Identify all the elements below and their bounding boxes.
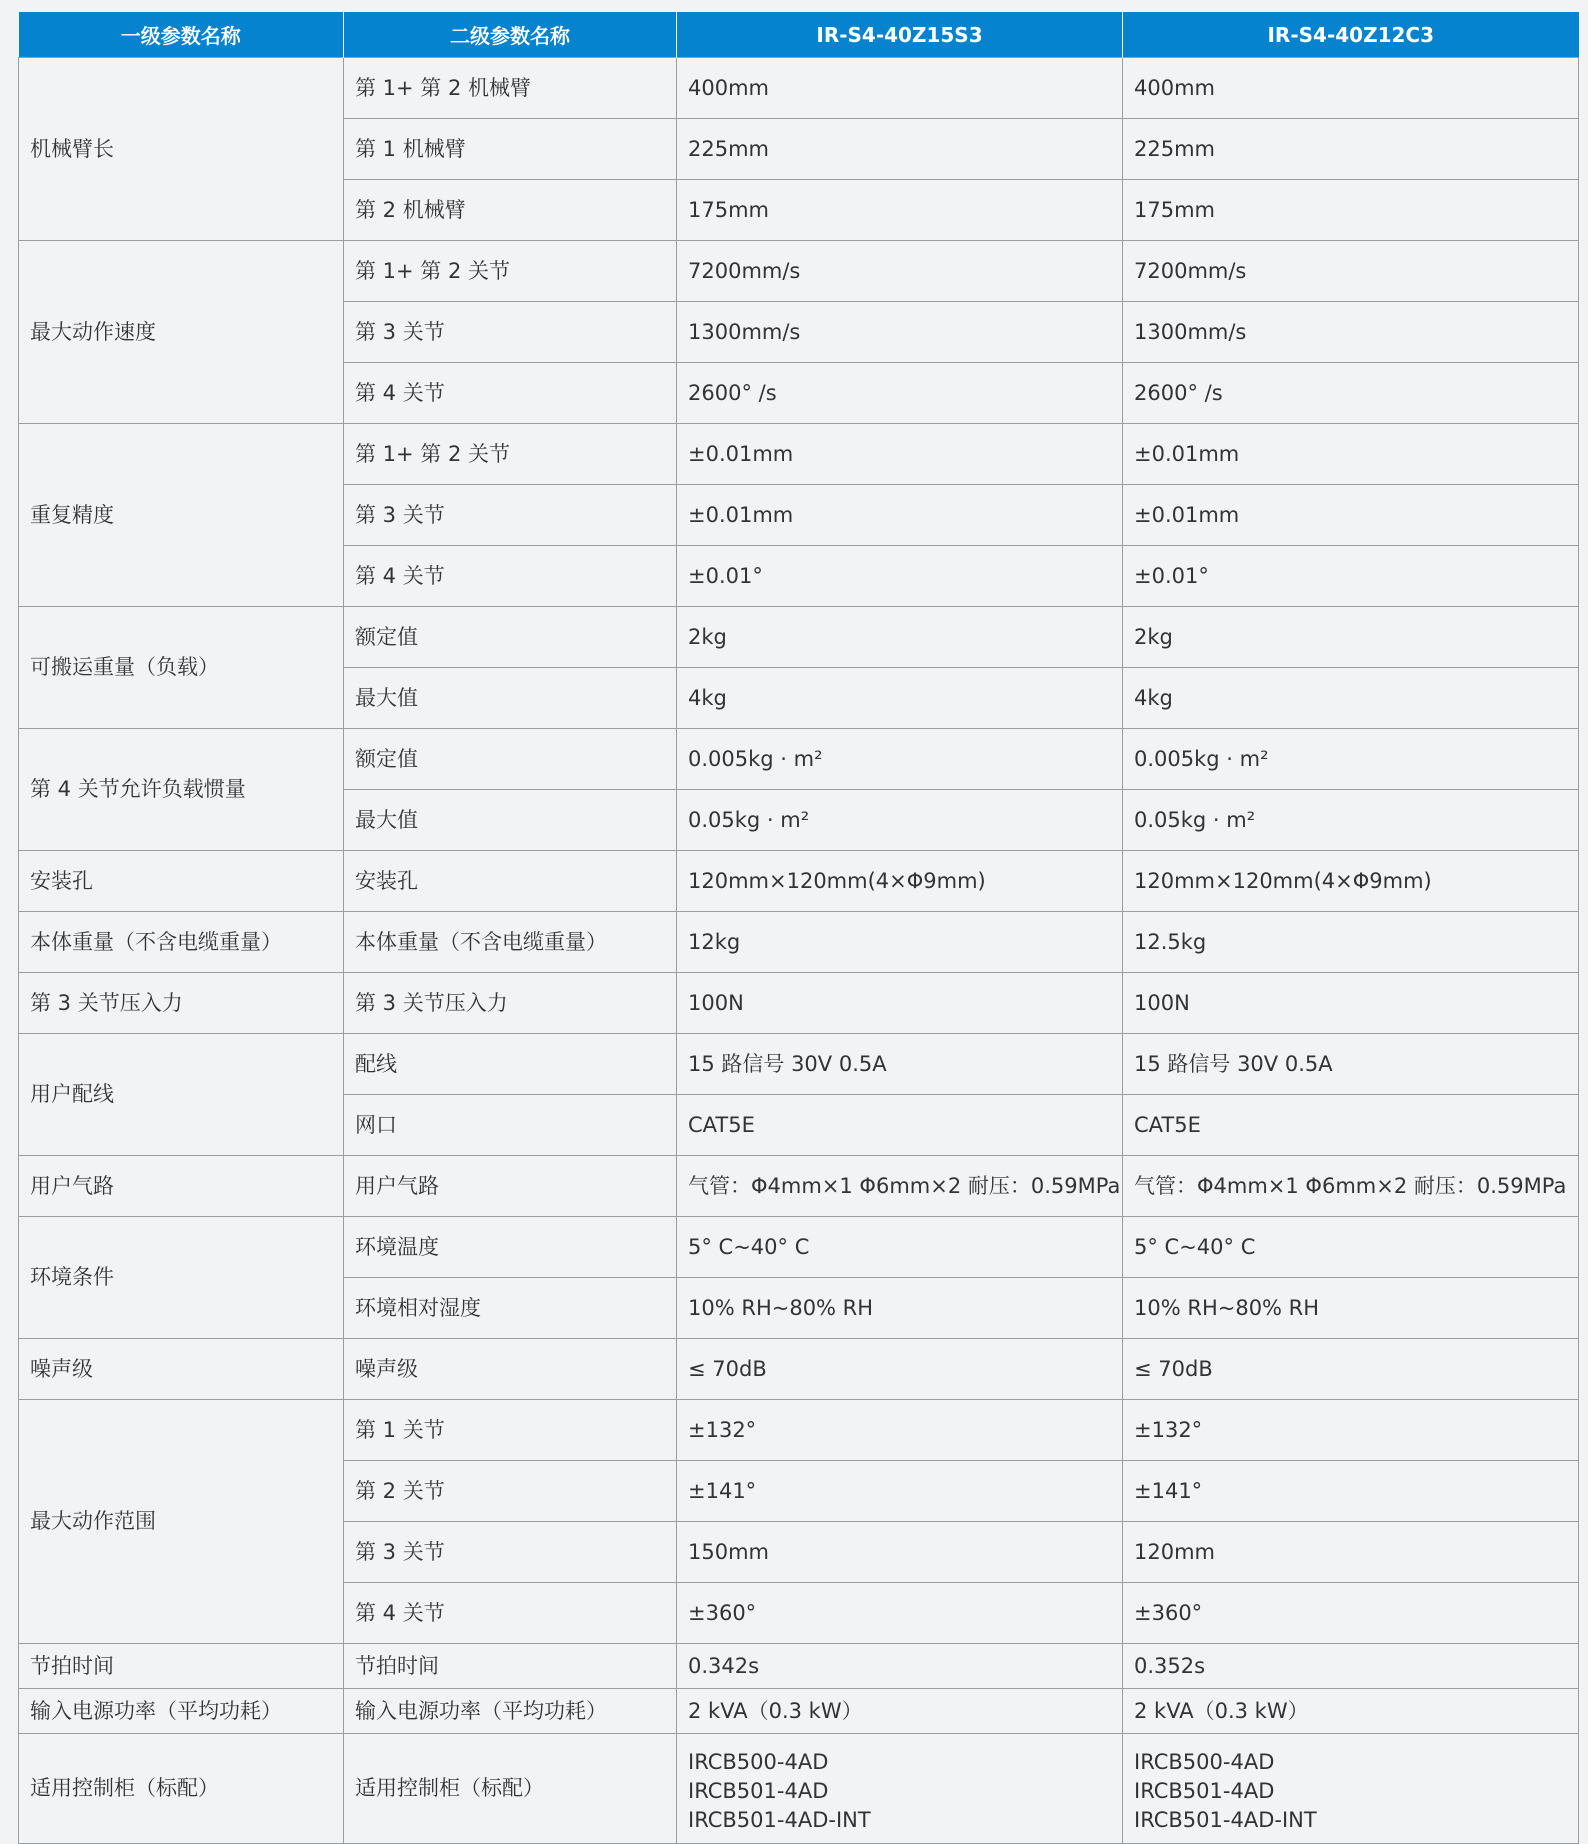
model-a-value: 7200mm/s bbox=[677, 241, 1123, 302]
primary-param-cell: 噪声级 bbox=[19, 1339, 344, 1400]
model-a-value: ≤ 70dB bbox=[677, 1339, 1123, 1400]
model-a-value: 150mm bbox=[677, 1522, 1123, 1583]
model-b-value: 2 kVA（0.3 kW） bbox=[1123, 1689, 1579, 1734]
secondary-param-cell: 适用控制柜（标配） bbox=[344, 1734, 677, 1844]
model-a-value: 2kg bbox=[677, 607, 1123, 668]
primary-param-cell: 输入电源功率（平均功耗） bbox=[19, 1689, 344, 1734]
model-a-value: 2 kVA（0.3 kW） bbox=[677, 1689, 1123, 1734]
secondary-param-cell: 第 4 关节 bbox=[344, 546, 677, 607]
secondary-param-cell: 噪声级 bbox=[344, 1339, 677, 1400]
model-a-value: 100N bbox=[677, 973, 1123, 1034]
table-row bbox=[19, 424, 1579, 485]
table-row bbox=[19, 973, 1579, 1034]
table-row bbox=[19, 1644, 1579, 1689]
controller-model-line: IRCB500-4AD bbox=[1134, 1750, 1275, 1774]
table-row bbox=[19, 851, 1579, 912]
secondary-param-cell: 环境相对湿度 bbox=[344, 1278, 677, 1339]
controller-model-line: IRCB501-4AD-INT bbox=[1134, 1808, 1317, 1832]
model-a-value: 1300mm/s bbox=[677, 302, 1123, 363]
secondary-param-cell: 第 1+ 第 2 关节 bbox=[344, 424, 677, 485]
model-b-value: 120mm bbox=[1123, 1522, 1579, 1583]
model-b-value: 4kg bbox=[1123, 668, 1579, 729]
primary-param-cell: 环境条件 bbox=[19, 1217, 344, 1339]
primary-param-cell: 最大动作范围 bbox=[19, 1400, 344, 1644]
primary-param-cell: 最大动作速度 bbox=[19, 241, 344, 424]
table-row bbox=[19, 241, 1579, 302]
model-b-value: 1300mm/s bbox=[1123, 302, 1579, 363]
model-a-value: ±0.01mm bbox=[677, 424, 1123, 485]
header-row bbox=[19, 12, 1579, 58]
primary-param-cell: 可搬运重量（负载） bbox=[19, 607, 344, 729]
table-row bbox=[19, 729, 1579, 790]
model-b-value: 100N bbox=[1123, 973, 1579, 1034]
model-b-value: 气管：Φ4mm×1 Φ6mm×2 耐压：0.59MPa bbox=[1123, 1156, 1579, 1217]
model-a-value: 400mm bbox=[677, 58, 1123, 119]
table-row bbox=[19, 1734, 1579, 1844]
secondary-param-cell: 第 3 关节 bbox=[344, 485, 677, 546]
model-b-value: 400mm bbox=[1123, 58, 1579, 119]
model-b-value: ±132° bbox=[1123, 1400, 1579, 1461]
secondary-param-cell: 第 3 关节压入力 bbox=[344, 973, 677, 1034]
secondary-param-cell: 第 2 关节 bbox=[344, 1461, 677, 1522]
table-row bbox=[19, 912, 1579, 973]
table-row bbox=[19, 1034, 1579, 1095]
model-a-value: 气管：Φ4mm×1 Φ6mm×2 耐压：0.59MPa bbox=[677, 1156, 1123, 1217]
header-primary-param: 一级参数名称 bbox=[19, 12, 344, 58]
controller-model-line: IRCB501-4AD bbox=[1134, 1779, 1275, 1803]
primary-param-cell: 用户配线 bbox=[19, 1034, 344, 1156]
model-b-value: ±360° bbox=[1123, 1583, 1579, 1644]
primary-param-cell: 机械臂长 bbox=[19, 58, 344, 241]
primary-param-cell: 重复精度 bbox=[19, 424, 344, 607]
secondary-param-cell: 环境温度 bbox=[344, 1217, 677, 1278]
table-row bbox=[19, 1156, 1579, 1217]
secondary-param-cell: 第 2 机械臂 bbox=[344, 180, 677, 241]
model-a-value: 2600° /s bbox=[677, 363, 1123, 424]
secondary-param-cell: 第 4 关节 bbox=[344, 363, 677, 424]
model-b-value: ±141° bbox=[1123, 1461, 1579, 1522]
spec-body bbox=[19, 58, 1579, 1844]
secondary-param-cell: 额定值 bbox=[344, 729, 677, 790]
header-secondary-param: 二级参数名称 bbox=[344, 12, 677, 58]
spec-table bbox=[18, 12, 1579, 1844]
secondary-param-cell: 第 1 关节 bbox=[344, 1400, 677, 1461]
secondary-param-cell: 配线 bbox=[344, 1034, 677, 1095]
secondary-param-cell: 第 3 关节 bbox=[344, 302, 677, 363]
secondary-param-cell: 额定值 bbox=[344, 607, 677, 668]
primary-param-cell: 适用控制柜（标配） bbox=[19, 1734, 344, 1844]
table-row bbox=[19, 607, 1579, 668]
controller-model-line: IRCB501-4AD-INT bbox=[688, 1808, 871, 1832]
model-a-value: 12kg bbox=[677, 912, 1123, 973]
table-row bbox=[19, 1689, 1579, 1734]
model-b-value: 2kg bbox=[1123, 607, 1579, 668]
model-a-value: 15 路信号 30V 0.5A bbox=[677, 1034, 1123, 1095]
model-b-value bbox=[1123, 1734, 1579, 1844]
model-a-value: 10% RH~80% RH bbox=[677, 1278, 1123, 1339]
model-b-value: CAT5E bbox=[1123, 1095, 1579, 1156]
model-a-value: ±0.01° bbox=[677, 546, 1123, 607]
secondary-param-cell: 用户气路 bbox=[344, 1156, 677, 1217]
primary-param-cell: 节拍时间 bbox=[19, 1644, 344, 1689]
model-a-value: 0.05kg · m² bbox=[677, 790, 1123, 851]
model-a-value: CAT5E bbox=[677, 1095, 1123, 1156]
header-model-b: IR-S4-40Z12C3 bbox=[1123, 12, 1579, 58]
primary-param-cell: 用户气路 bbox=[19, 1156, 344, 1217]
secondary-param-cell: 第 1+ 第 2 机械臂 bbox=[344, 58, 677, 119]
model-b-value: ±0.01mm bbox=[1123, 424, 1579, 485]
model-a-value: ±132° bbox=[677, 1400, 1123, 1461]
model-b-value: 0.05kg · m² bbox=[1123, 790, 1579, 851]
secondary-param-cell: 节拍时间 bbox=[344, 1644, 677, 1689]
secondary-param-cell: 本体重量（不含电缆重量） bbox=[344, 912, 677, 973]
secondary-param-cell: 最大值 bbox=[344, 668, 677, 729]
model-a-value bbox=[677, 1734, 1123, 1844]
secondary-param-cell: 第 1+ 第 2 关节 bbox=[344, 241, 677, 302]
controller-model-line: IRCB500-4AD bbox=[688, 1750, 829, 1774]
secondary-param-cell: 第 3 关节 bbox=[344, 1522, 677, 1583]
secondary-param-cell: 输入电源功率（平均功耗） bbox=[344, 1689, 677, 1734]
controller-model-line: IRCB501-4AD bbox=[688, 1779, 829, 1803]
header-model-a: IR-S4-40Z15S3 bbox=[677, 12, 1123, 58]
model-b-value: 7200mm/s bbox=[1123, 241, 1579, 302]
model-a-value: ±0.01mm bbox=[677, 485, 1123, 546]
model-b-value: 225mm bbox=[1123, 119, 1579, 180]
table-row bbox=[19, 1217, 1579, 1278]
model-a-value: ±360° bbox=[677, 1583, 1123, 1644]
model-b-value: 12.5kg bbox=[1123, 912, 1579, 973]
model-b-value: 15 路信号 30V 0.5A bbox=[1123, 1034, 1579, 1095]
model-a-value: 175mm bbox=[677, 180, 1123, 241]
model-a-value: 120mm×120mm(4×Φ9mm) bbox=[677, 851, 1123, 912]
model-a-value: 5° C~40° C bbox=[677, 1217, 1123, 1278]
primary-param-cell: 第 4 关节允许负载惯量 bbox=[19, 729, 344, 851]
model-a-value: 225mm bbox=[677, 119, 1123, 180]
model-b-value: 10% RH~80% RH bbox=[1123, 1278, 1579, 1339]
model-b-value: 2600° /s bbox=[1123, 363, 1579, 424]
model-b-value: 0.005kg · m² bbox=[1123, 729, 1579, 790]
model-a-value: ±141° bbox=[677, 1461, 1123, 1522]
table-row bbox=[19, 58, 1579, 119]
model-b-value: 120mm×120mm(4×Φ9mm) bbox=[1123, 851, 1579, 912]
model-b-value: 175mm bbox=[1123, 180, 1579, 241]
table-row bbox=[19, 1400, 1579, 1461]
model-b-value: ≤ 70dB bbox=[1123, 1339, 1579, 1400]
model-a-value: 0.342s bbox=[677, 1644, 1123, 1689]
model-b-value: 5° C~40° C bbox=[1123, 1217, 1579, 1278]
table-row bbox=[19, 1339, 1579, 1400]
model-a-value: 0.005kg · m² bbox=[677, 729, 1123, 790]
secondary-param-cell: 第 4 关节 bbox=[344, 1583, 677, 1644]
secondary-param-cell: 安装孔 bbox=[344, 851, 677, 912]
primary-param-cell: 安装孔 bbox=[19, 851, 344, 912]
model-a-value: 4kg bbox=[677, 668, 1123, 729]
secondary-param-cell: 第 1 机械臂 bbox=[344, 119, 677, 180]
secondary-param-cell: 最大值 bbox=[344, 790, 677, 851]
primary-param-cell: 第 3 关节压入力 bbox=[19, 973, 344, 1034]
secondary-param-cell: 网口 bbox=[344, 1095, 677, 1156]
primary-param-cell: 本体重量（不含电缆重量） bbox=[19, 912, 344, 973]
model-b-value: 0.352s bbox=[1123, 1644, 1579, 1689]
model-b-value: ±0.01mm bbox=[1123, 485, 1579, 546]
model-b-value: ±0.01° bbox=[1123, 546, 1579, 607]
